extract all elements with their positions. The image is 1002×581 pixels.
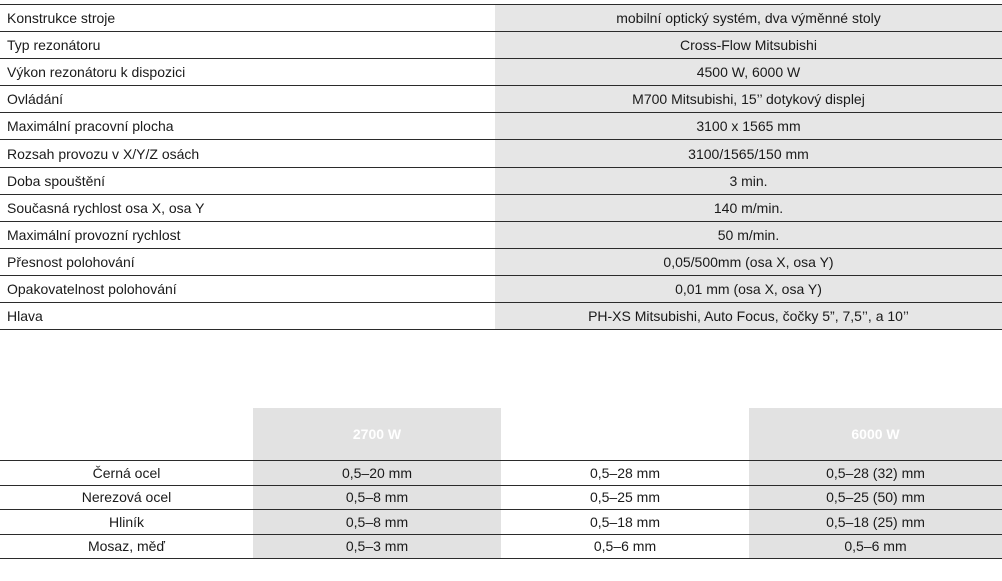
spec-label: Konstrukce stroje xyxy=(0,5,495,32)
spec-value: PH-XS Mitsubishi, Auto Focus, čočky 5”, 7,5’’, a 10’’ xyxy=(495,303,1002,330)
range-cell: 0,5–8 mm xyxy=(253,510,501,535)
range-cell: 0,5–6 mm xyxy=(749,534,1002,559)
cutting-range-table xyxy=(0,408,1002,559)
spec-value: 0,05/500mm (osa X, osa Y) xyxy=(495,248,1002,275)
spec-label: Typ rezonátoru xyxy=(0,32,495,59)
table-row xyxy=(0,510,1002,535)
spec-row xyxy=(0,275,1002,302)
spec-row xyxy=(0,32,1002,59)
range-cell: 0,5–8 mm xyxy=(253,485,501,510)
spec-value: 3100 x 1565 mm xyxy=(495,113,1002,140)
range-cell: 0,5–6 mm xyxy=(501,534,749,559)
spec-label: Hlava xyxy=(0,303,495,330)
spec-label: Doba spouštění xyxy=(0,167,495,194)
spec-value: M700 Mitsubishi, 15’’ dotykový displej xyxy=(495,86,1002,113)
spec-label: Výkon rezonátoru k dispozici xyxy=(0,59,495,86)
range-cell: 0,5–3 mm xyxy=(253,534,501,559)
spec-label: Ovládání xyxy=(0,86,495,113)
spec-value: 140 m/min. xyxy=(495,194,1002,221)
material-cell: Mosaz, měď xyxy=(0,534,253,559)
spec-row xyxy=(0,194,1002,221)
cutting-range-header-row xyxy=(0,408,1002,461)
material-cell: Hliník xyxy=(0,510,253,535)
spec-row xyxy=(0,113,1002,140)
spec-label: Současná rychlost osa X, osa Y xyxy=(0,194,495,221)
spec-value: 50 m/min. xyxy=(495,221,1002,248)
range-cell: 0,5–25 mm xyxy=(501,485,749,510)
spec-label: Rozsah provozu v X/Y/Z osách xyxy=(0,140,495,167)
header-2700w: 2700 W xyxy=(253,408,501,461)
spec-value: 4500 W, 6000 W xyxy=(495,59,1002,86)
header-6000w: 6000 W xyxy=(749,408,1002,461)
spec-value: 3100/1565/150 mm xyxy=(495,140,1002,167)
spec-row xyxy=(0,303,1002,330)
spec-row xyxy=(0,248,1002,275)
spec-row xyxy=(0,5,1002,32)
header-cutting-range: ROZSAH ŘEZÁNÍ xyxy=(0,408,253,461)
material-cell: Nerezová ocel xyxy=(0,485,253,510)
table-row xyxy=(0,534,1002,559)
spec-label: Přesnost polohování xyxy=(0,248,495,275)
spec-value: 3 min. xyxy=(495,167,1002,194)
range-cell: 0,5–18 mm xyxy=(501,510,749,535)
spec-label: Maximální provozní rychlost xyxy=(0,221,495,248)
spec-row xyxy=(0,59,1002,86)
header-4500w: 4500 W xyxy=(501,408,749,461)
material-cell: Černá ocel xyxy=(0,461,253,486)
spec-row xyxy=(0,221,1002,248)
table-row xyxy=(0,461,1002,486)
range-cell: 0,5–28 (32) mm xyxy=(749,461,1002,486)
range-cell: 0,5–18 (25) mm xyxy=(749,510,1002,535)
spec-row xyxy=(0,140,1002,167)
spec-value: mobilní optický systém, dva výměnné stoly xyxy=(495,5,1002,32)
spec-row xyxy=(0,167,1002,194)
table-row xyxy=(0,485,1002,510)
spec-label: Maximální pracovní plocha xyxy=(0,113,495,140)
range-cell: 0,5–25 (50) mm xyxy=(749,485,1002,510)
range-cell: 0,5–20 mm xyxy=(253,461,501,486)
spec-row xyxy=(0,86,1002,113)
spec-value: 0,01 mm (osa X, osa Y) xyxy=(495,275,1002,302)
specification-table xyxy=(0,4,1002,330)
range-cell: 0,5–28 mm xyxy=(501,461,749,486)
spec-value: Cross-Flow Mitsubishi xyxy=(495,32,1002,59)
spec-label: Opakovatelnost polohování xyxy=(0,275,495,302)
